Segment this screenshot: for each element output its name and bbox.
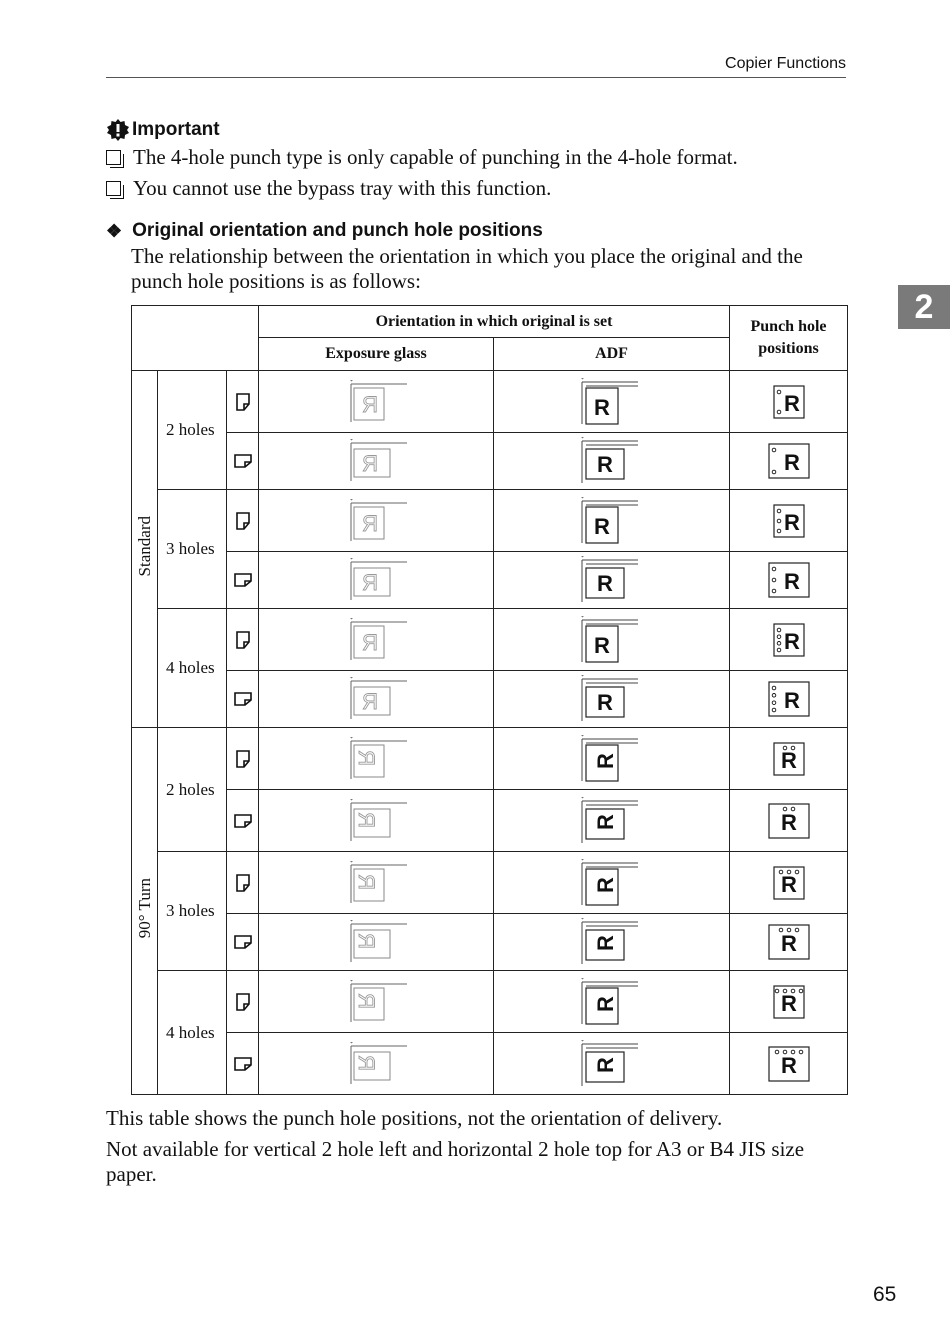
- portrait-paper-icon: [227, 609, 259, 671]
- adf-illustration: [494, 371, 730, 433]
- adf-letter: R: [594, 632, 610, 658]
- header-rule: [106, 77, 846, 78]
- punch-letter: R: [783, 628, 800, 654]
- svg-text:*: *: [581, 496, 585, 502]
- svg-text:*: *: [581, 1039, 585, 1045]
- exposure-glass-illustration: [259, 728, 494, 790]
- adf-letter: R: [593, 935, 619, 951]
- landscape-paper-icon: [227, 790, 259, 852]
- punch-letter: R: [780, 747, 797, 773]
- portrait-paper-icon: [227, 490, 259, 552]
- punch-position-illustration: [730, 671, 848, 728]
- mirrored-letter: R: [354, 749, 380, 766]
- punch-letter: R: [783, 390, 800, 416]
- header-punch-positions: Punch hole positions: [730, 306, 848, 371]
- exposure-glass-illustration: [259, 433, 494, 490]
- exposure-glass-illustration: [259, 914, 494, 971]
- punch-letter: R: [783, 509, 800, 535]
- punch-position-illustration: [730, 971, 848, 1033]
- punch-position-illustration: [730, 490, 848, 552]
- adf-illustration: [494, 852, 730, 914]
- adf-illustration: [494, 914, 730, 971]
- exposure-glass-illustration: [259, 971, 494, 1033]
- adf-illustration: [494, 671, 730, 728]
- mirrored-letter: R: [362, 629, 378, 655]
- adf-illustration: [494, 728, 730, 790]
- exposure-glass-illustration: [259, 490, 494, 552]
- table-row: [132, 1033, 848, 1095]
- mirrored-letter: R: [354, 992, 380, 1009]
- exposure-glass-illustration: [259, 371, 494, 433]
- landscape-paper-icon: [227, 671, 259, 728]
- exposure-glass-illustration: [259, 1033, 494, 1095]
- adf-letter: R: [593, 876, 619, 893]
- svg-text:*: *: [581, 377, 585, 383]
- important-icon: [106, 118, 130, 142]
- adf-letter: R: [594, 394, 610, 420]
- adf-letter: R: [597, 690, 613, 715]
- table-row: [132, 852, 848, 914]
- punch-position-illustration: [730, 552, 848, 609]
- punch-position-illustration: [730, 433, 848, 490]
- punch-position-illustration: [730, 790, 848, 852]
- punch-letter: R: [783, 450, 800, 475]
- adf-illustration: [494, 1033, 730, 1095]
- svg-text:*: *: [350, 617, 354, 623]
- exposure-glass-illustration: [259, 609, 494, 671]
- table-row: [132, 728, 848, 790]
- punch-position-illustration: [730, 1033, 848, 1095]
- header-title: Copier Functions: [725, 55, 846, 72]
- svg-text:*: *: [350, 920, 354, 925]
- punch-letter: R: [780, 1052, 797, 1078]
- section-heading: [106, 220, 543, 242]
- svg-text:*: *: [350, 979, 354, 985]
- punch-position-illustration: [730, 728, 848, 790]
- punch-letter: R: [780, 871, 797, 897]
- mirrored-letter: R: [354, 811, 380, 828]
- svg-text:*: *: [350, 736, 354, 742]
- punch-letter: R: [780, 931, 797, 956]
- punch-letter: R: [783, 688, 800, 713]
- important-item: [106, 145, 738, 170]
- adf-illustration: [494, 552, 730, 609]
- exposure-glass-illustration: [259, 852, 494, 914]
- svg-text:*: *: [350, 439, 354, 444]
- adf-letter: R: [593, 752, 619, 769]
- holes-label: 2 holes: [158, 371, 227, 490]
- svg-text:*: *: [581, 556, 585, 561]
- svg-text:*: *: [581, 977, 585, 983]
- adf-letter: R: [597, 571, 613, 596]
- group-label: 90° Turn: [134, 878, 154, 939]
- adf-letter: R: [593, 1056, 619, 1073]
- table-row: [132, 971, 848, 1033]
- punch-letter: R: [783, 569, 800, 594]
- corner-cell: [132, 306, 259, 371]
- table-row: [132, 671, 848, 728]
- holes-label: 3 holes: [158, 490, 227, 609]
- checkbox-bullet-icon: [106, 181, 121, 196]
- checkbox-bullet-icon: [106, 150, 121, 165]
- mirrored-letter: R: [362, 510, 378, 536]
- svg-text:*: *: [350, 798, 354, 804]
- exposure-glass-illustration: [259, 671, 494, 728]
- svg-text:*: *: [350, 677, 354, 682]
- holes-label: 3 holes: [158, 852, 227, 971]
- group-label: Standard: [134, 516, 154, 577]
- svg-text:*: *: [350, 860, 354, 866]
- holes-label: 4 holes: [158, 609, 227, 728]
- mirrored-letter: R: [362, 391, 378, 417]
- svg-text:*: *: [581, 796, 585, 802]
- footnote: This table shows the punch hole positions, not the orientation of delivery.: [106, 1106, 723, 1130]
- adf-illustration: [494, 971, 730, 1033]
- landscape-paper-icon: [227, 552, 259, 609]
- table-row: [132, 914, 848, 971]
- svg-text:*: *: [350, 558, 354, 563]
- adf-illustration: [494, 433, 730, 490]
- group-cell-standard: [132, 371, 158, 728]
- header-adf: ADF: [494, 338, 730, 371]
- group-cell-turn: [132, 728, 158, 1095]
- diamond-bullet-icon: ❖: [106, 220, 123, 241]
- portrait-paper-icon: [227, 371, 259, 433]
- adf-letter: R: [597, 452, 613, 477]
- table-row: [132, 490, 848, 552]
- punch-letter: R: [780, 990, 797, 1016]
- header-exposure-glass: Exposure glass: [259, 338, 494, 371]
- portrait-paper-icon: [227, 971, 259, 1033]
- table-row: [132, 433, 848, 490]
- page-number: 65: [873, 1283, 897, 1306]
- table-row: [132, 609, 848, 671]
- exposure-glass-illustration: [259, 790, 494, 852]
- holes-label: 2 holes: [158, 728, 227, 852]
- portrait-paper-icon: [227, 852, 259, 914]
- important-heading: [106, 118, 220, 142]
- table-row: [132, 790, 848, 852]
- adf-illustration: [494, 609, 730, 671]
- landscape-paper-icon: [227, 433, 259, 490]
- svg-text:*: *: [350, 498, 354, 504]
- mirrored-letter: R: [362, 689, 378, 714]
- punch-position-illustration: [730, 371, 848, 433]
- svg-text:*: *: [581, 734, 585, 740]
- mirrored-letter: R: [362, 451, 378, 476]
- important-item-text: You cannot use the bypass tray with this function.: [133, 176, 552, 200]
- mirrored-letter: R: [354, 1054, 380, 1071]
- header-orientation: Orientation in which original is set: [259, 306, 730, 338]
- svg-text:*: *: [350, 1041, 354, 1047]
- table-row: [132, 371, 848, 433]
- table-row: [132, 552, 848, 609]
- punch-position-illustration: [730, 914, 848, 971]
- punch-position-illustration: [730, 852, 848, 914]
- mirrored-letter: R: [362, 570, 378, 595]
- svg-text:*: *: [581, 437, 585, 442]
- punch-letter: R: [780, 809, 797, 835]
- important-label: Important: [132, 119, 220, 140]
- svg-text:*: *: [350, 379, 354, 385]
- svg-text:*: *: [581, 858, 585, 864]
- portrait-paper-icon: [227, 728, 259, 790]
- landscape-paper-icon: [227, 1033, 259, 1095]
- section-title: Original orientation and punch hole positions: [132, 220, 543, 241]
- adf-illustration: [494, 790, 730, 852]
- footnote: Not available for vertical 2 hole left and horizontal 2 hole top for A3 or B4 JIS size paper.: [106, 1137, 805, 1186]
- adf-letter: R: [594, 513, 610, 539]
- important-item: [106, 176, 551, 201]
- adf-letter: R: [593, 995, 619, 1012]
- section-description: The relationship between the orientation in which you place the original and the punch hole positions is as follows:: [131, 244, 803, 293]
- chapter-tab: 2: [898, 285, 950, 329]
- mirrored-letter: R: [354, 933, 380, 949]
- svg-text:*: *: [581, 615, 585, 621]
- important-item-text: The 4-hole punch type is only capable of punching in the 4-hole format.: [133, 145, 738, 169]
- landscape-paper-icon: [227, 914, 259, 971]
- svg-text:*: *: [581, 918, 585, 923]
- punch-position-illustration: [730, 609, 848, 671]
- holes-label: 4 holes: [158, 971, 227, 1095]
- exposure-glass-illustration: [259, 552, 494, 609]
- punch-table: [131, 305, 848, 1095]
- adf-illustration: [494, 490, 730, 552]
- mirrored-letter: R: [354, 873, 380, 890]
- adf-letter: R: [593, 813, 619, 830]
- svg-text:*: *: [581, 675, 585, 680]
